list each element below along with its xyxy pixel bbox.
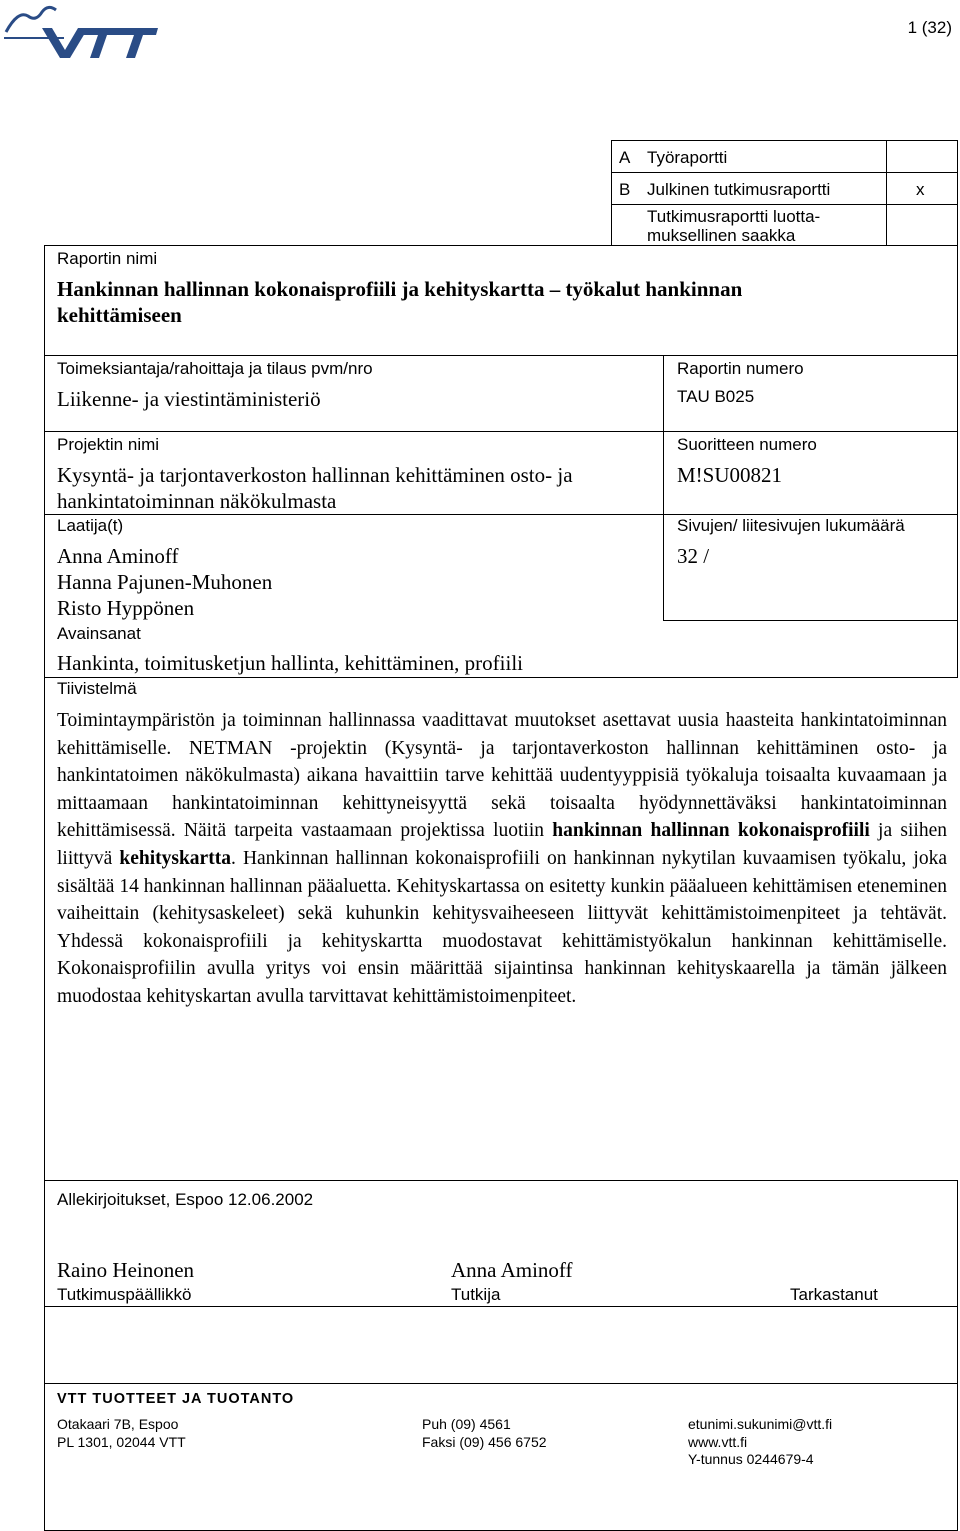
keywords-value: Hankinta, toimitusketjun hallinta, kehittäminen, profiili: [57, 651, 523, 675]
keywords-label: Avainsanat: [57, 624, 141, 643]
reviewer-role: Tarkastanut: [790, 1285, 878, 1304]
pages-value: 32 /: [677, 544, 710, 568]
footer-email[interactable]: etunimi.sukunimi@vtt.fi: [688, 1416, 833, 1432]
abstract-bold-term: hankinnan hallinnan kokonaisprofiili: [552, 820, 870, 842]
report-type-code-a: A: [619, 148, 631, 167]
signer-role: Tutkija: [451, 1285, 501, 1304]
commissioner-label: Toimeksiantaja/rahoittaja ja tilaus pvm/nro: [57, 359, 373, 378]
report-type-label-c2: muksellinen saakka: [647, 226, 796, 245]
footer-org: VTT TUOTTEET JA TUOTANTO: [57, 1391, 295, 1407]
page-number: 1 (32): [907, 18, 952, 37]
report-type-label-a: Työraportti: [647, 148, 728, 167]
footer-web[interactable]: www.vtt.fi: [688, 1434, 748, 1450]
commissioner-value: Liikenne- ja viestintäministeriö: [57, 387, 321, 411]
report-type-code-b: B: [619, 180, 631, 199]
signer-name: Raino Heinonen: [57, 1258, 195, 1282]
signer-name: Anna Aminoff: [451, 1258, 573, 1282]
footer-address2: PL 1301, 02044 VTT: [57, 1434, 186, 1450]
report-name-label: Raportin nimi: [57, 249, 158, 268]
author-name: Risto Hyppönen: [57, 596, 195, 620]
report-type-label-c1: Tutkimusraportti luotta-: [647, 207, 821, 226]
pages-label: Sivujen/ liitesivujen lukumäärä: [677, 516, 905, 535]
project-label: Projektin nimi: [57, 435, 160, 454]
report-number-label: Raportin numero: [677, 359, 804, 378]
abstract-text: Toimintaympäristön ja toiminnan hallinnassa vaadittavat muutokset asettavat uusia haasteita hankintatoiminnan kehittämiselle. NETMAN -projektin (Kysyntä- ja tarjontaverkoston hallinnan kehittäminen osto- ja hankintatoimen näkökulmasta) aikana havaittiin tarve kehittää uudentyyppisiä työkaluja toisaalta kuvaamaan ja mittaamaan hankintatoiminnan kehittyneisyyttä sekä toisaalta hyödynnettäväksi hankintatoiminnan kehittämisessä. Näitä tarpeita vastaamaan projektissa luotiin hankinnan hallinnan kokonaisprofiili ja siihen liittyvä kehityskartta. Hankinnan hallinnan kokonaisprofiili on hankinnan nykytilan kuvaamisen työkalu, joka sisältää 14 hankinnan hallinnan pääaluetta. Kehityskartassa on esitetty kunkin pääalueen kehittämisen eteneminen vaiheittain (kehitysaskeleet) sekä kuhunkin kehitysvaiheeseen liittyvät kehittämistoimenpiteet ja tehtävät. Yhdessä kokonaisprofiili ja kehityskartta muodostavat kehittämistyökalun hankinnan kehittämiselle. Kokonaisprofiilin avulla yritys voi ensin määrittää sijaintinsa hankinnan kehityskaarella ja tämän jälkeen muodostaa kehityskartan avulla tarvittavat kehittämistoimenpiteet.: [57, 710, 947, 1007]
project-line1: Kysyntä- ja tarjontaverkoston hallinnan kehittäminen osto- ja: [57, 463, 573, 487]
report-title-line2: kehittämiseen: [57, 303, 182, 327]
vtt-logo: [4, 2, 160, 60]
footer-phone: Puh (09) 4561: [422, 1416, 511, 1432]
vtt-logo-graphic: [4, 2, 160, 60]
signatures-label: Allekirjoitukset, Espoo 12.06.2002: [57, 1190, 314, 1209]
signer-role: Tutkimuspäällikkö: [57, 1285, 192, 1304]
author-name: Anna Aminoff: [57, 544, 179, 568]
abstract-label: Tiivistelmä: [57, 679, 137, 698]
report-title-line1: Hankinnan hallinnan kokonaisprofiili ja kehityskartta – työkalut hankinnan: [57, 277, 743, 301]
footer-fax: Faksi (09) 456 6752: [422, 1434, 547, 1450]
footer-business-id: Y-tunnus 0244679-4: [688, 1451, 814, 1467]
report-type-label-b: Julkinen tutkimusraportti: [647, 180, 831, 199]
project-line2: hankintatoiminnan näkökulmasta: [57, 489, 337, 513]
abstract-bold-term: kehityskartta: [119, 847, 231, 869]
report-type-mark-b: x: [916, 180, 925, 199]
report-number-value: TAU B025: [677, 387, 755, 406]
performance-number-label: Suoritteen numero: [677, 435, 817, 454]
performance-number-value: M!SU00821: [677, 463, 783, 487]
footer-address1: Otakaari 7B, Espoo: [57, 1416, 179, 1432]
author-name: Hanna Pajunen-Muhonen: [57, 570, 273, 594]
authors-label: Laatija(t): [57, 516, 124, 535]
